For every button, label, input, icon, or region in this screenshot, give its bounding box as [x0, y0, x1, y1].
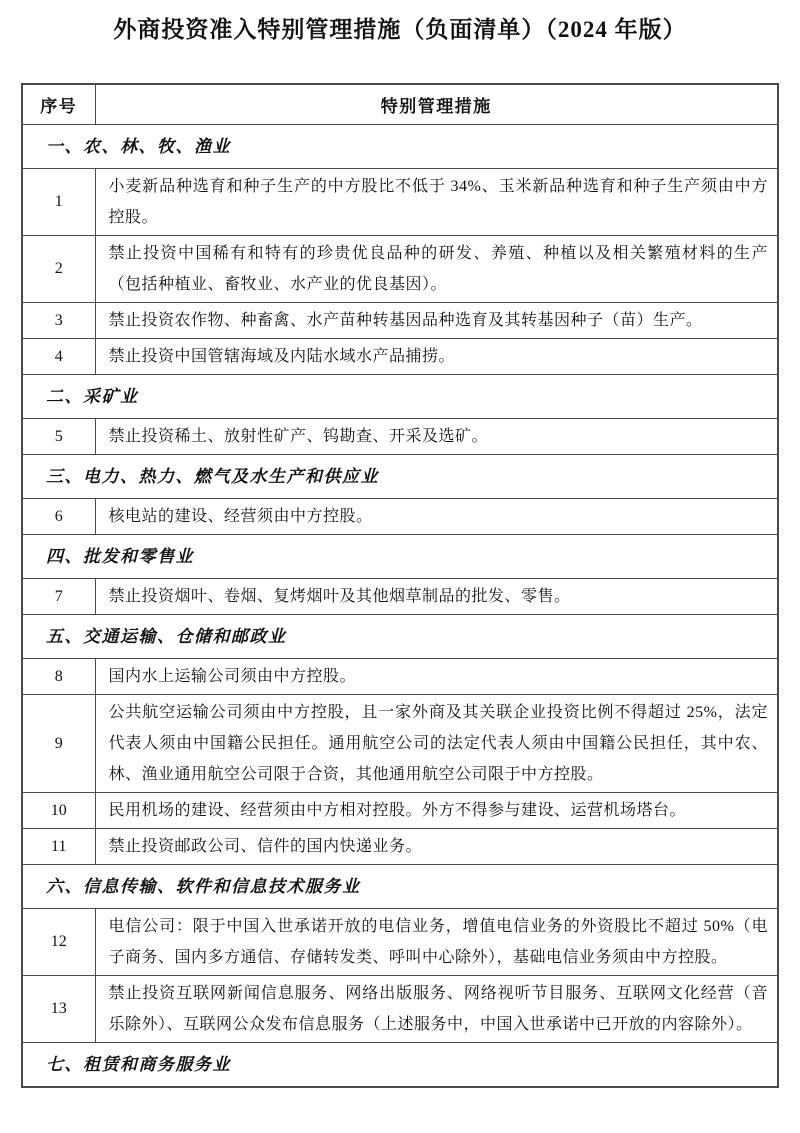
table-row	[22, 339, 778, 375]
section-row	[22, 865, 778, 909]
section-row	[22, 1043, 778, 1088]
table-row	[22, 169, 778, 236]
table-row	[22, 976, 778, 1043]
table-row	[22, 829, 778, 865]
table-row	[22, 909, 778, 976]
section-label: 五、交通运输、仓储和邮政业	[22, 615, 778, 659]
table-row	[22, 659, 778, 695]
measure-text: 电信公司：限于中国入世承诺开放的电信业务，增值电信业务的外资股比不超过 50%（电子商务、国内多方通信、存储转发类、呼叫中心除外），基础电信业务须由中方控股。	[95, 909, 778, 976]
table-body	[22, 125, 778, 1088]
row-serial-number: 12	[22, 909, 95, 976]
row-serial-number: 9	[22, 695, 95, 793]
header-special-measures: 特别管理措施	[95, 84, 778, 125]
section-label: 四、批发和零售业	[22, 535, 778, 579]
section-label: 一、农、林、牧、渔业	[22, 125, 778, 169]
measure-text: 国内水上运输公司须由中方控股。	[95, 659, 778, 695]
section-label: 七、租赁和商务服务业	[22, 1043, 778, 1088]
section-row	[22, 375, 778, 419]
measure-text: 民用机场的建设、经营须由中方相对控股。外方不得参与建设、运营机场塔台。	[95, 793, 778, 829]
measure-text: 禁止投资农作物、种畜禽、水产苗种转基因品种选育及其转基因种子（苗）生产。	[95, 303, 778, 339]
row-serial-number: 13	[22, 976, 95, 1043]
row-serial-number: 7	[22, 579, 95, 615]
measure-text: 核电站的建设、经营须由中方控股。	[95, 499, 778, 535]
header-serial-number: 序号	[22, 84, 95, 125]
table-row	[22, 793, 778, 829]
measure-text: 禁止投资邮政公司、信件的国内快递业务。	[95, 829, 778, 865]
row-serial-number: 2	[22, 236, 95, 303]
row-serial-number: 8	[22, 659, 95, 695]
section-label: 三、电力、热力、燃气及水生产和供应业	[22, 455, 778, 499]
row-serial-number: 1	[22, 169, 95, 236]
section-row	[22, 615, 778, 659]
row-serial-number: 11	[22, 829, 95, 865]
section-label: 二、采矿业	[22, 375, 778, 419]
measure-text: 禁止投资中国稀有和特有的珍贵优良品种的研发、养殖、种植以及相关繁殖材料的生产（包括种植业、畜牧业、水产业的优良基因）。	[95, 236, 778, 303]
section-row	[22, 535, 778, 579]
section-row	[22, 455, 778, 499]
measure-text: 禁止投资稀土、放射性矿产、钨勘查、开采及选矿。	[95, 419, 778, 455]
row-serial-number: 6	[22, 499, 95, 535]
measure-text: 禁止投资烟叶、卷烟、复烤烟叶及其他烟草制品的批发、零售。	[95, 579, 778, 615]
measure-text: 小麦新品种选育和种子生产的中方股比不低于 34%、玉米新品种选育和种子生产须由中方控股。	[95, 169, 778, 236]
table-row	[22, 579, 778, 615]
row-serial-number: 10	[22, 793, 95, 829]
measure-text: 公共航空运输公司须由中方控股，且一家外商及其关联企业投资比例不得超过 25%，法定代表人须由中国籍公民担任。通用航空公司的法定代表人须由中国籍公民担任，其中农、林、渔业通用航空公司限于合资，其他通用航空公司限于中方控股。	[95, 695, 778, 793]
negative-list-table	[21, 83, 779, 1088]
table-row	[22, 303, 778, 339]
measure-text: 禁止投资互联网新闻信息服务、网络出版服务、网络视听节目服务、互联网文化经营（音乐除外）、互联网公众发布信息服务（上述服务中，中国入世承诺中已开放的内容除外）。	[95, 976, 778, 1043]
section-row	[22, 125, 778, 169]
table-row	[22, 236, 778, 303]
section-label: 六、信息传输、软件和信息技术服务业	[22, 865, 778, 909]
table-row	[22, 419, 778, 455]
measure-text: 禁止投资中国管辖海域及内陆水域水产品捕捞。	[95, 339, 778, 375]
table-header-row	[22, 84, 778, 125]
row-serial-number: 3	[22, 303, 95, 339]
row-serial-number: 4	[22, 339, 95, 375]
row-serial-number: 5	[22, 419, 95, 455]
document-title: 外商投资准入特别管理措施（负面清单）（2024 年版）	[113, 17, 687, 42]
table-row	[22, 499, 778, 535]
table-row	[22, 695, 778, 793]
